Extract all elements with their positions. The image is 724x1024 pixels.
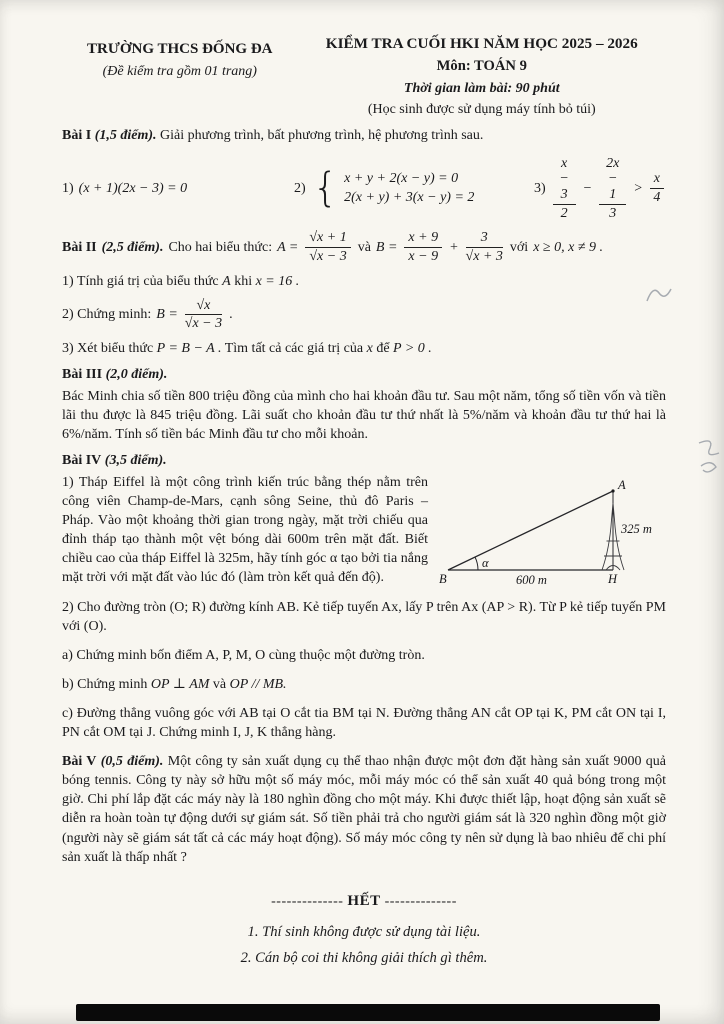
bai1-heading xyxy=(62,126,666,145)
bai1-q1 xyxy=(62,179,294,198)
bai2-heading xyxy=(62,230,666,264)
footer-note-1: 1. Thí sinh không được sử dụng tài liệu. xyxy=(247,923,481,940)
bai1-title: Bài I xyxy=(62,127,92,143)
duration-line: Thời gian làm bài: 90 phút xyxy=(403,80,560,96)
exam-info-block xyxy=(298,34,666,119)
pen-scribble-1 xyxy=(645,283,675,307)
exam-header xyxy=(62,34,666,119)
exam-title: KIỂM TRA CUỐI HKI NĂM HỌC 2025 – 2026 xyxy=(325,35,638,52)
bai5-title: Bài V xyxy=(62,754,97,770)
x-value: x = 16 . xyxy=(255,273,300,289)
bai5-body-text: Một công ty sản xuất dụng cụ thể thao nhận được một đơn đặt hàng sản xuất 9000 quả bóng tennis. Công ty này sở hữu một số máy móc, mỗi máy móc có thể sản xuất 40 quả bóng trong một giờ. Chi phí lắp đặt các máy này là 180 nghìn đồng cho một máy. Khi được thiết lập, hoạt động sản xuất sẽ diễn ra hoàn toàn tự động dưới sự giám sát. Số tiền phải trả cho người giám sát là 320 nghìn đồng một giờ (người này sẽ giám sát tất cả các máy hoạt động). Số máy móc công ty nên sử dụng là bao nhiêu để chi phí sản xuất là thấp nhất ? xyxy=(62,754,666,865)
bai5-points: (0,5 điểm). xyxy=(100,754,164,770)
bai1-q3 xyxy=(534,156,666,222)
q3-label: 3) xyxy=(534,180,546,196)
fraction xyxy=(599,156,626,222)
expr-b-lhs: B = xyxy=(375,239,398,255)
bai4-points: (3,5 điểm). xyxy=(104,453,167,469)
denominator: 4 xyxy=(653,189,661,205)
end-marker xyxy=(62,891,666,911)
figure-height-label: 325 m xyxy=(621,522,652,537)
bai4-qc: c) Đường thẳng vuông góc với AB tại O cắt tia BM tại N. Đường thẳng AN cắt OP tại K, PM cắt ON tại I, PN cắt OM tại J. Chứng minh I, J, K thẳng hàng. xyxy=(62,706,666,741)
figure-label-h: H xyxy=(608,572,618,587)
plus-operator: + xyxy=(449,239,459,255)
expr-a-lhs: A = xyxy=(277,239,299,255)
bai4-qb xyxy=(62,675,666,694)
fraction xyxy=(305,230,350,264)
q-text: và xyxy=(212,677,227,693)
school-block xyxy=(62,34,298,81)
q-text: Tìm tất cả các giá trị của xyxy=(224,341,364,357)
dashes-left: -------------- xyxy=(271,893,344,909)
bai2-points: (2,5 điểm). xyxy=(101,239,164,255)
domain-condition: x ≥ 0, x ≠ 9 . xyxy=(533,239,603,255)
bai1-questions-row xyxy=(62,156,666,222)
bai1-intro-text: Giải phương trình, bất phương trình, hệ phương trình sau. xyxy=(160,127,484,143)
section-bai4 xyxy=(62,451,666,742)
greater-operator: > xyxy=(633,180,643,196)
section-bai2 xyxy=(62,230,666,358)
subject-line: Môn: TOÁN 9 xyxy=(436,57,527,74)
var-x: x xyxy=(366,341,373,357)
system-equations xyxy=(344,170,474,207)
calculator-note: (Học sinh được sử dụng máy tính bỏ túi) xyxy=(367,101,596,117)
bai1-points: (1,5 điểm). xyxy=(94,127,157,143)
perpendicular-statement: OP ⊥ AM xyxy=(150,677,210,693)
numerator: x − 3 xyxy=(553,156,576,205)
figure-base-label: 600 m xyxy=(516,573,547,588)
q-text: b) Chứng minh xyxy=(62,677,148,693)
q1-label: 1) xyxy=(62,180,74,196)
numerator: √x + 1 xyxy=(305,230,350,248)
triangle-diagram xyxy=(438,475,666,593)
q-text: để xyxy=(376,341,390,357)
bai3-title: Bài III xyxy=(62,367,103,383)
denominator: √x + 3 xyxy=(465,248,503,264)
var-a: A xyxy=(222,273,231,289)
denominator: 3 xyxy=(609,205,617,221)
page-count-note: (Đề kiểm tra gồm 01 trang) xyxy=(102,64,257,80)
bai2-q2 xyxy=(62,298,666,332)
numerator: √x xyxy=(185,298,222,316)
scan-artifact-black-bar xyxy=(76,1004,660,1021)
footer-note-2: 2. Cán bộ coi thi không giải thích gì thêm. xyxy=(240,949,488,966)
bai2-title: Bài II xyxy=(62,239,97,255)
school-name: TRƯỜNG THCS ĐỐNG ĐA xyxy=(87,41,273,57)
bai4-qa: a) Chứng minh bốn điểm A, P, M, O cùng thuộc một đường tròn. xyxy=(62,648,425,664)
expr-p: P = B − A . xyxy=(156,341,222,357)
bai4-q1-text: 1) Tháp Eiffel là một công trình kiến trúc bằng thép nằm trên công viên Champ-de-Mars, cạnh sông Seine, thủ đô Paris – Pháp. Vào một khoảng thời gian trong ngày, mặt trời chiếu qua đỉnh tháp tạo thành một vệt bóng dài 600m trên mặt đất. Biết chiều cao của tháp Eiffel là 325m, hãy tính góc α tạo bởi tia nắng mặt trời với mặt đất vào lúc đó (làm tròn kết quả đến độ). xyxy=(62,475,428,586)
het-label: HẾT xyxy=(347,892,381,909)
denominator: x − 9 xyxy=(408,248,439,264)
q-text: 1) Tính giá trị của biểu thức xyxy=(62,273,219,289)
figure-label-alpha: α xyxy=(482,556,489,571)
q2-label: 2) xyxy=(294,180,306,196)
footer-notes xyxy=(62,923,666,969)
and-text: và xyxy=(357,239,371,255)
with-text: với xyxy=(509,239,529,255)
bai4-title: Bài IV xyxy=(62,453,102,469)
denominator: √x − 3 xyxy=(309,248,347,264)
numerator: x xyxy=(650,171,664,189)
eiffel-triangle-figure xyxy=(438,475,666,593)
dashes-right: -------------- xyxy=(384,893,457,909)
numerator: x + 9 xyxy=(404,230,442,248)
denominator: 2 xyxy=(560,205,568,221)
fraction xyxy=(466,230,503,264)
cond-p: P > 0 . xyxy=(393,341,432,357)
system-line-1: x + y + 2(x − y) = 0 xyxy=(344,170,459,186)
expr-b-lhs: B = xyxy=(156,307,178,323)
bai3-body: Bác Minh chia số tiền 800 triệu đồng của mình cho hai khoản đầu tư. Sau một năm, tổng số tiền vốn và tiền lãi thu được là 845 triệu đồng. Lãi suất cho khoản đầu tư thứ nhất là 5%/năm và khoản đầu tư thứ hai là 6%/năm. Tính số tiền bác Minh đầu tư cho mỗi khoản. xyxy=(62,389,666,443)
bai4-part1 xyxy=(62,473,666,595)
bai5-body xyxy=(62,752,666,866)
q-text: khi xyxy=(234,273,253,289)
figure-label-b: B xyxy=(439,572,447,587)
fraction xyxy=(185,298,222,332)
figure-label-a: A xyxy=(618,478,626,493)
denominator: √x − 3 xyxy=(184,316,223,332)
bai2-q3 xyxy=(62,339,666,358)
system-brace: { xyxy=(312,165,339,212)
pen-scribble-2 xyxy=(694,436,724,478)
section-bai1 xyxy=(62,126,666,222)
system-line-2: 2(x + y) + 3(x − y) = 2 xyxy=(344,190,475,206)
bai1-q2 xyxy=(294,165,534,212)
fraction xyxy=(650,171,664,205)
fraction xyxy=(404,230,442,264)
numerator: 2x − 1 xyxy=(599,156,626,205)
fraction xyxy=(553,156,576,222)
q1-equation: (x + 1)(2x − 3) = 0 xyxy=(78,180,188,196)
triangle-lines xyxy=(448,491,613,570)
bai2-q1 xyxy=(62,272,666,291)
period: . xyxy=(229,307,233,323)
parallel-statement: OP // MB. xyxy=(229,677,287,693)
bai4-heading xyxy=(62,451,666,470)
section-bai3 xyxy=(62,365,666,444)
minus-operator: − xyxy=(582,180,593,196)
bai2-intro-text: Cho hai biểu thức: xyxy=(168,239,273,255)
section-bai5 xyxy=(62,752,666,866)
q-text: 3) Xét biểu thức xyxy=(62,341,154,357)
q-text: 2) Chứng minh: xyxy=(62,307,152,323)
bai4-q2-text: 2) Cho đường tròn (O; R) đường kính AB. Kẻ tiếp tuyến Ax, lấy P trên Ax (AP > R). Từ P kẻ tiếp tuyến PM với (O). xyxy=(62,600,666,635)
numerator: 3 xyxy=(466,230,503,248)
point-a-dot xyxy=(611,490,614,493)
bai3-points: (2,0 điểm). xyxy=(105,367,168,383)
bai3-heading xyxy=(62,365,666,384)
